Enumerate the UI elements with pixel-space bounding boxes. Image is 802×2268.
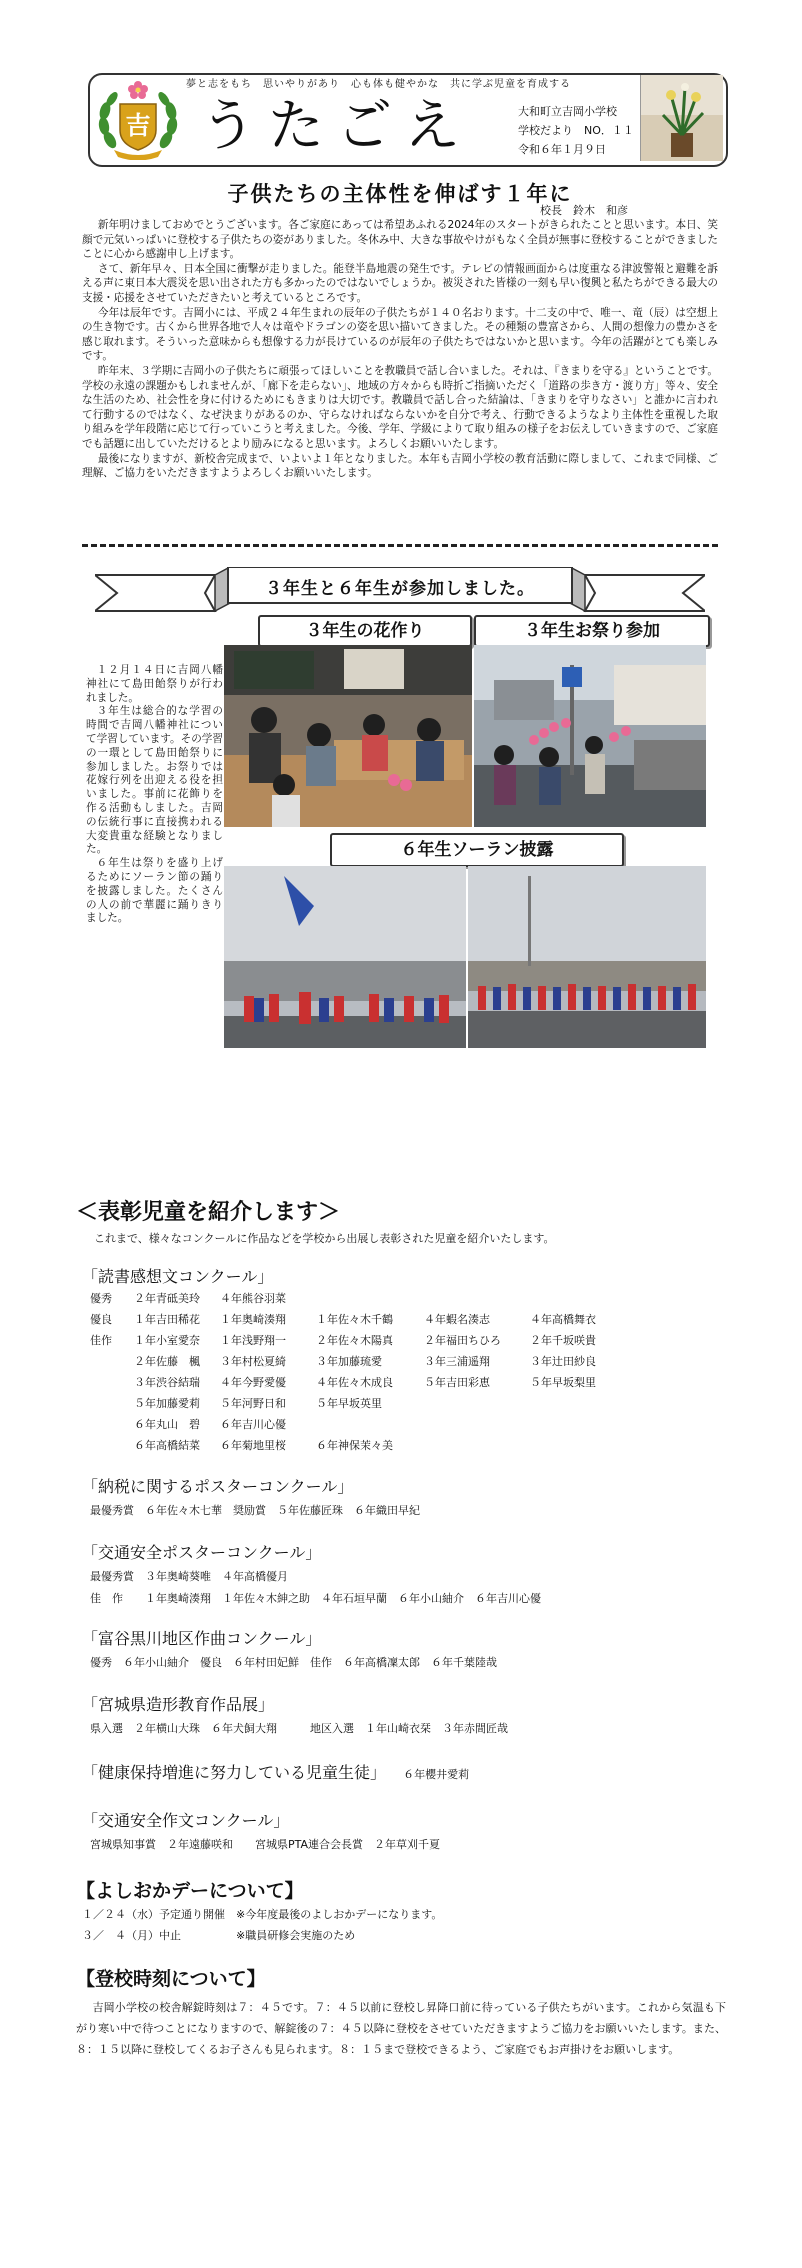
arrival-time-paragraph: 吉岡小学校の校舎解錠時刻は７：４５です。７：４５以前に登校し昇降口前に待っている子供たちがいます。これから気温も下がり寒い中で待つことになりますので、解錠後の７：４５以降に登校をさせていただきますようご協力をお願いいたします。また、８：１５以降に登校してくるお子さんも見られます。８：１５まで登校できるよう、ご家庭でもお声掛けをお願いします。 — [76, 2001, 726, 2056]
contest-title-art: 「宮城県造形教育作品展」 — [82, 1695, 275, 1714]
article-headline: 子供たちの主体性を伸ばす１年に — [227, 182, 573, 206]
yoshioka-day-title: 【よしおかデーについて】 — [76, 1880, 304, 1902]
event-description — [86, 664, 223, 926]
award-name: ２年福田ちひろ — [424, 1334, 501, 1347]
award-name: ５年早坂梨里 — [530, 1376, 596, 1389]
awards-title: ＜表彰児童を紹介します＞ — [76, 1200, 341, 1225]
award-name: ５年河野日和 — [220, 1397, 286, 1410]
contest-title-music: 「富谷黒川地区作曲コンクール」 — [82, 1629, 322, 1648]
contest-title-traffic-essay: 「交通安全作文コンクール」 — [82, 1811, 290, 1830]
award-name: ６年丸山 碧 — [134, 1418, 200, 1431]
award-name: ４年今野愛優 — [220, 1376, 286, 1389]
soran-dance-photo-2 — [468, 866, 706, 1048]
article-paragraph: 今年は辰年です。吉岡小には、平成２４年生まれの辰年の子供たちが１４０名おります。十二支の中で、唯一、竜（辰）は空想上の生き物です。古くから世界各地で人々は竜やドラゴンの姿を思い描いてきました。その種類の豊富さから、人間の想像力の豊かさを感じ取れます。そういった意味からも想像する力が長けているのが辰年の子供たちではないかと思います。今年の活躍がとても楽しみです。 — [82, 306, 718, 363]
award-name: ２年佐々木陽真 — [316, 1334, 393, 1347]
award-name: ５年吉田彩恵 — [424, 1376, 490, 1389]
award-name: ３年三浦遥翔 — [424, 1355, 490, 1368]
award-name: １年佐々木千鶴 — [316, 1313, 393, 1326]
contest-line-health: ６年櫻井愛莉 — [403, 1768, 470, 1781]
event-paragraph: １２月１４日に吉岡八幡神社にて島田飴祭りが行われました。 — [86, 664, 223, 704]
school-name: 大和町立吉岡小学校 — [518, 105, 617, 118]
awards-intro: これまで、様々なコンクールに作品などを学校から出展し表彰された児童を紹介いたします。 — [94, 1232, 555, 1245]
contest-title-reading: 「読書感想文コンクール」 — [82, 1267, 274, 1286]
award-name: ４年高橋舞衣 — [530, 1313, 596, 1326]
label-soran-performance: ６年生ソーラン披露 — [330, 833, 624, 867]
classroom-photo — [224, 645, 472, 827]
contest-line-traffic-essay: 宮城県知事賞 ２年遠藤咲和 宮城県PTA連合会長賞 ２年草刈千夏 — [90, 1838, 441, 1851]
award-name: ２年青砥美玲 — [134, 1292, 200, 1305]
contest-line-traffic-poster-2: 佳 作 １年奥崎湊翔 １年佐々木紳之助 ４年石垣早蘭 ６年小山紬介 ６年吉川心優 — [90, 1592, 541, 1605]
article-paragraph: 昨年末、３学期に吉岡小の子供たちに頑張ってほしいことを教職員で話し合いました。それは、『きまりを守る』ということです。学校の永遠の課題かもしれませんが、「廊下を走らない」、地域の方々からも時折ご指摘いただく「道路の歩き方・渡り方」等々、安全な生活のため、社会性を身に付けるためにもきまりは大切です。教職員で話し合った結論は、「きまりを守りなさい」と誰かに言われて行動するのではなく、なぜ決まりがあるのか、守らなければならないかを自分で考え、行動できるようなより主体性を重視した取り組みを学年段階に応じて行っていこうと考えました。今後、学年、学級によりて取り組みの様子をお伝えしていきますので、ご家庭でも話題に出していただけるとより励みになると思います。よろしくお願いいたします。 — [82, 364, 718, 450]
contest-line-tax: 最優秀賞 ６年佐々木七華 奨励賞 ５年佐藤匠珠 ６年織田早紀 — [90, 1504, 420, 1517]
contest-title-health: 「健康保持増進に努力している児童生徒」 — [82, 1763, 387, 1782]
award-name: ３年村松夏綺 — [220, 1355, 286, 1368]
award-name: ６年高橋結菜 — [134, 1439, 200, 1452]
event-paragraph: ３年生は総合的な学習の時間で吉岡八幡神社について学習しています。その学習の一環として島田飴祭りに参加しました。お祭りでは花嫁行列を出迎える役を担いました。事前に花飾りを作る活動もしました。吉岡の伝統行事に直接携われる大変貴重な経験となりました。 — [86, 705, 223, 856]
arrival-time-body — [76, 1997, 726, 2060]
contest-line-art: 県入選 ２年横山大珠 ６年犬飼大翔 地区入選 １年山崎衣栞 ３年赤間匠哉 — [90, 1722, 508, 1735]
award-name: ４年熊谷羽菜 — [220, 1292, 286, 1305]
contest-title-tax: 「納税に関するポスターコンクール」 — [82, 1477, 354, 1496]
award-name: ３年渋谷結瑞 — [134, 1376, 200, 1389]
award-name: １年小室愛奈 — [134, 1334, 200, 1347]
award-name: ６年吉川心優 — [220, 1418, 286, 1431]
contest-health — [82, 1760, 469, 1783]
newsletter-title: うたごえ — [200, 94, 472, 159]
award-name: ２年千坂咲貴 — [530, 1334, 596, 1347]
label-festival: ３年生お祭り参加 — [474, 615, 710, 647]
arrival-time-title: 【登校時刻について】 — [76, 1968, 266, 1990]
reading-awards-table — [90, 1290, 730, 1480]
emblem-character: 吉 — [125, 111, 151, 140]
newsletter-meta — [518, 102, 636, 159]
article-body — [82, 218, 718, 481]
section-divider — [82, 544, 718, 547]
contest-title-traffic-poster: 「交通安全ポスターコンクール」 — [82, 1543, 322, 1562]
school-motto: 夢と志をもち 思いやりがあり 心も体も健やかな 共に学ぶ児童を育成する — [186, 79, 571, 90]
festival-street-photo — [474, 645, 706, 827]
award-name: ６年菊地里桜 — [220, 1439, 286, 1452]
yoshioka-day-line-1: １／２４（水）予定通り開催 ※今年度最後のよしおかデーになります。 — [82, 1908, 443, 1921]
award-name: １年浅野翔一 — [220, 1334, 286, 1347]
award-name: ４年佐々木成良 — [316, 1376, 393, 1389]
issue-number: 学校だより NO．１１ — [518, 124, 634, 137]
article-author: 校長 鈴木 和彦 — [540, 204, 628, 217]
award-grade: 佳作 — [90, 1334, 112, 1347]
article-paragraph: さて、新年早々、日本全国に衝撃が走りました。能登半島地震の発生です。テレビの情報画面からは度重なる津波警報と避難を訴える声に東日本大震災を思い出された方も多かったのではないでしょうか。被災された皆様の一刻も早い復興と私たちができる最大の支援・応援をさせていただきたいと考えているところです。 — [82, 262, 718, 304]
flower-arrangement-photo — [640, 75, 723, 161]
award-name: ３年辻田紗良 — [530, 1355, 596, 1368]
award-name: ３年加藤琉愛 — [316, 1355, 382, 1368]
label-flower-making: ３年生の花作り — [258, 615, 472, 647]
award-name: １年吉田稀花 — [134, 1313, 200, 1326]
award-name: ２年佐藤 楓 — [134, 1355, 200, 1368]
article-paragraph: 新年明けましておめでとうございます。各ご家庭にあっては希望あふれる2024年のスタートがきられたことと思います。本日、笑顔で元気いっぱいに登校する子供たちの姿がありました。冬休み中、大きな事故やけがもなく全員が無事に登校することができましたことに心から感謝申し上げます。 — [82, 219, 718, 261]
award-name: ５年早坂英里 — [316, 1397, 382, 1410]
award-grade: 優良 — [90, 1313, 112, 1326]
banner-text: ３年生と６年生が参加しました。 — [265, 579, 535, 599]
award-name: ４年蝦名湊志 — [424, 1313, 490, 1326]
contest-line-traffic-poster-1: 最優秀賞 ３年奥崎葵唯 ４年高橋優月 — [90, 1570, 288, 1583]
article-paragraph: 最後になりますが、新校舎完成まで、いよいよ１年となりました。本年も吉岡小学校の教育活動に際しまして、これまで同様、ご理解、ご協力をいただきますようよろしくお願いいたします。 — [82, 452, 718, 480]
issue-date: 令和６年１月９日 — [518, 143, 606, 156]
award-grade: 優秀 — [90, 1292, 112, 1305]
award-name: ６年神保茉々美 — [316, 1439, 393, 1452]
soran-dance-photo-1 — [224, 866, 466, 1048]
yoshioka-day-line-2: ３／ ４（月）中止 ※職員研修会実施のため — [82, 1929, 356, 1942]
award-name: ５年加藤愛莉 — [134, 1397, 200, 1410]
award-name: １年奥崎湊翔 — [220, 1313, 286, 1326]
contest-line-music: 優秀 ６年小山紬介 優良 ６年村田妃鮮 佳作 ６年高橋凜太郎 ６年千葉陸哉 — [90, 1656, 497, 1669]
event-paragraph: ６年生は祭りを盛り上げるためにソーラン節の踊りを披露しました。たくさんの人の前で華麗に踊りきりました。 — [86, 857, 223, 925]
